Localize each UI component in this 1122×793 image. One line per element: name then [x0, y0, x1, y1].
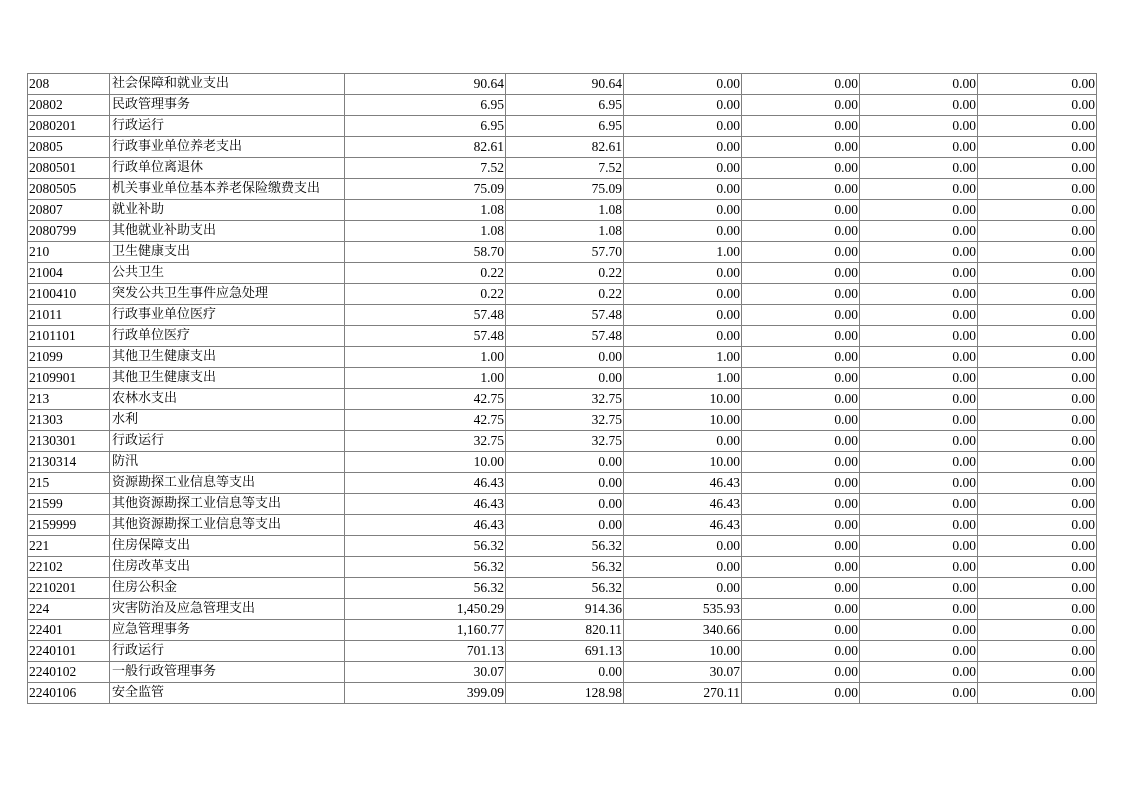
total-cell: 1.08 — [345, 221, 506, 242]
project-expenditure-cell: 0.00 — [624, 326, 742, 347]
subject-name-cell: 住房公积金 — [110, 578, 345, 599]
subject-name-cell: 公共卫生 — [110, 263, 345, 284]
amount-cell: 0.00 — [860, 137, 978, 158]
amount-cell: 0.00 — [860, 305, 978, 326]
amount-cell: 0.00 — [860, 578, 978, 599]
project-expenditure-cell: 1.00 — [624, 347, 742, 368]
amount-cell: 0.00 — [860, 116, 978, 137]
amount-cell: 0.00 — [860, 347, 978, 368]
amount-cell: 0.00 — [978, 557, 1097, 578]
subject-name-cell: 行政运行 — [110, 641, 345, 662]
subject-code-cell: 22401 — [28, 620, 110, 641]
subject-name-cell: 卫生健康支出 — [110, 242, 345, 263]
table-row — [28, 137, 1097, 158]
amount-cell: 0.00 — [978, 326, 1097, 347]
amount-cell: 0.00 — [742, 263, 860, 284]
table-row — [28, 473, 1097, 494]
table-row — [28, 368, 1097, 389]
basic-expenditure-cell: 0.00 — [506, 515, 624, 536]
project-expenditure-cell: 10.00 — [624, 641, 742, 662]
amount-cell: 0.00 — [860, 599, 978, 620]
subject-name-cell: 住房改革支出 — [110, 557, 345, 578]
basic-expenditure-cell: 6.95 — [506, 116, 624, 137]
subject-name-cell: 其他资源勘探工业信息等支出 — [110, 494, 345, 515]
basic-expenditure-cell: 32.75 — [506, 431, 624, 452]
amount-cell: 0.00 — [860, 179, 978, 200]
amount-cell: 0.00 — [978, 284, 1097, 305]
subject-name-cell: 行政单位医疗 — [110, 326, 345, 347]
total-cell: 75.09 — [345, 179, 506, 200]
basic-expenditure-cell: 820.11 — [506, 620, 624, 641]
table-row — [28, 410, 1097, 431]
amount-cell: 0.00 — [742, 137, 860, 158]
amount-cell: 0.00 — [860, 326, 978, 347]
subject-name-cell: 民政管理事务 — [110, 95, 345, 116]
subject-name-cell: 住房保障支出 — [110, 536, 345, 557]
total-cell: 46.43 — [345, 473, 506, 494]
subject-code-cell: 2130301 — [28, 431, 110, 452]
subject-name-cell: 灾害防治及应急管理支出 — [110, 599, 345, 620]
amount-cell: 0.00 — [742, 389, 860, 410]
project-expenditure-cell: 0.00 — [624, 221, 742, 242]
total-cell: 6.95 — [345, 95, 506, 116]
amount-cell: 0.00 — [860, 284, 978, 305]
amount-cell: 0.00 — [860, 368, 978, 389]
total-cell: 57.48 — [345, 326, 506, 347]
basic-expenditure-cell: 57.70 — [506, 242, 624, 263]
amount-cell: 0.00 — [978, 242, 1097, 263]
table-row — [28, 662, 1097, 683]
amount-cell: 0.00 — [978, 494, 1097, 515]
total-cell: 82.61 — [345, 137, 506, 158]
project-expenditure-cell: 30.07 — [624, 662, 742, 683]
amount-cell: 0.00 — [978, 620, 1097, 641]
subject-code-cell: 21011 — [28, 305, 110, 326]
subject-name-cell: 资源勘探工业信息等支出 — [110, 473, 345, 494]
total-cell: 46.43 — [345, 494, 506, 515]
amount-cell: 0.00 — [860, 620, 978, 641]
amount-cell: 0.00 — [742, 95, 860, 116]
project-expenditure-cell: 10.00 — [624, 452, 742, 473]
subject-code-cell: 2080201 — [28, 116, 110, 137]
total-cell: 42.75 — [345, 410, 506, 431]
subject-code-cell: 21303 — [28, 410, 110, 431]
table-body — [28, 74, 1097, 704]
subject-code-cell: 215 — [28, 473, 110, 494]
amount-cell: 0.00 — [860, 263, 978, 284]
amount-cell: 0.00 — [978, 305, 1097, 326]
project-expenditure-cell: 340.66 — [624, 620, 742, 641]
total-cell: 1,160.77 — [345, 620, 506, 641]
basic-expenditure-cell: 57.48 — [506, 305, 624, 326]
total-cell: 1.00 — [345, 368, 506, 389]
amount-cell: 0.00 — [978, 221, 1097, 242]
amount-cell: 0.00 — [978, 599, 1097, 620]
subject-name-cell: 一般行政管理事务 — [110, 662, 345, 683]
total-cell: 399.09 — [345, 683, 506, 704]
amount-cell: 0.00 — [860, 662, 978, 683]
amount-cell: 0.00 — [860, 221, 978, 242]
total-cell: 701.13 — [345, 641, 506, 662]
amount-cell: 0.00 — [860, 431, 978, 452]
table-row — [28, 116, 1097, 137]
amount-cell: 0.00 — [978, 116, 1097, 137]
subject-code-cell: 2109901 — [28, 368, 110, 389]
total-cell: 1.08 — [345, 200, 506, 221]
amount-cell: 0.00 — [860, 200, 978, 221]
project-expenditure-cell: 0.00 — [624, 578, 742, 599]
table-row — [28, 284, 1097, 305]
subject-code-cell: 2101101 — [28, 326, 110, 347]
amount-cell: 0.00 — [742, 368, 860, 389]
basic-expenditure-cell: 0.00 — [506, 494, 624, 515]
project-expenditure-cell: 0.00 — [624, 95, 742, 116]
subject-code-cell: 2159999 — [28, 515, 110, 536]
subject-name-cell: 行政事业单位养老支出 — [110, 137, 345, 158]
amount-cell: 0.00 — [742, 242, 860, 263]
amount-cell: 0.00 — [860, 95, 978, 116]
subject-name-cell: 其他卫生健康支出 — [110, 368, 345, 389]
table-row — [28, 599, 1097, 620]
amount-cell: 0.00 — [742, 326, 860, 347]
amount-cell: 0.00 — [978, 389, 1097, 410]
total-cell: 0.22 — [345, 263, 506, 284]
table-row — [28, 683, 1097, 704]
project-expenditure-cell: 0.00 — [624, 557, 742, 578]
basic-expenditure-cell: 56.32 — [506, 557, 624, 578]
project-expenditure-cell: 0.00 — [624, 179, 742, 200]
amount-cell: 0.00 — [978, 452, 1097, 473]
subject-name-cell: 其他卫生健康支出 — [110, 347, 345, 368]
budget-table — [27, 73, 1097, 704]
project-expenditure-cell: 0.00 — [624, 284, 742, 305]
subject-code-cell: 221 — [28, 536, 110, 557]
subject-name-cell: 农林水支出 — [110, 389, 345, 410]
amount-cell: 0.00 — [742, 305, 860, 326]
amount-cell: 0.00 — [742, 599, 860, 620]
table-row — [28, 347, 1097, 368]
subject-name-cell: 行政运行 — [110, 116, 345, 137]
amount-cell: 0.00 — [978, 473, 1097, 494]
basic-expenditure-cell: 691.13 — [506, 641, 624, 662]
subject-name-cell: 安全监管 — [110, 683, 345, 704]
total-cell: 56.32 — [345, 557, 506, 578]
amount-cell: 0.00 — [860, 389, 978, 410]
amount-cell: 0.00 — [742, 494, 860, 515]
basic-expenditure-cell: 0.00 — [506, 347, 624, 368]
amount-cell: 0.00 — [978, 515, 1097, 536]
amount-cell: 0.00 — [742, 221, 860, 242]
table-row — [28, 221, 1097, 242]
total-cell: 1,450.29 — [345, 599, 506, 620]
table-row — [28, 578, 1097, 599]
amount-cell: 0.00 — [978, 263, 1097, 284]
amount-cell: 0.00 — [742, 473, 860, 494]
subject-code-cell: 2100410 — [28, 284, 110, 305]
subject-name-cell: 机关事业单位基本养老保险缴费支出 — [110, 179, 345, 200]
amount-cell: 0.00 — [978, 662, 1097, 683]
project-expenditure-cell: 0.00 — [624, 116, 742, 137]
amount-cell: 0.00 — [742, 74, 860, 95]
basic-expenditure-cell: 0.22 — [506, 263, 624, 284]
amount-cell: 0.00 — [978, 683, 1097, 704]
basic-expenditure-cell: 1.08 — [506, 200, 624, 221]
total-cell: 56.32 — [345, 578, 506, 599]
subject-code-cell: 2240102 — [28, 662, 110, 683]
subject-name-cell: 就业补助 — [110, 200, 345, 221]
subject-code-cell: 21599 — [28, 494, 110, 515]
table-row — [28, 557, 1097, 578]
basic-expenditure-cell: 914.36 — [506, 599, 624, 620]
table-row — [28, 158, 1097, 179]
amount-cell: 0.00 — [978, 179, 1097, 200]
subject-code-cell: 208 — [28, 74, 110, 95]
table-row — [28, 536, 1097, 557]
basic-expenditure-cell: 0.00 — [506, 368, 624, 389]
subject-code-cell: 213 — [28, 389, 110, 410]
subject-code-cell: 2080501 — [28, 158, 110, 179]
amount-cell: 0.00 — [742, 284, 860, 305]
basic-expenditure-cell: 128.98 — [506, 683, 624, 704]
amount-cell: 0.00 — [742, 662, 860, 683]
project-expenditure-cell: 46.43 — [624, 473, 742, 494]
amount-cell: 0.00 — [742, 431, 860, 452]
table-row — [28, 305, 1097, 326]
total-cell: 90.64 — [345, 74, 506, 95]
project-expenditure-cell: 46.43 — [624, 494, 742, 515]
subject-code-cell: 2240101 — [28, 641, 110, 662]
amount-cell: 0.00 — [860, 452, 978, 473]
amount-cell: 0.00 — [860, 158, 978, 179]
total-cell: 0.22 — [345, 284, 506, 305]
amount-cell: 0.00 — [978, 200, 1097, 221]
amount-cell: 0.00 — [742, 683, 860, 704]
amount-cell: 0.00 — [742, 410, 860, 431]
amount-cell: 0.00 — [978, 137, 1097, 158]
total-cell: 58.70 — [345, 242, 506, 263]
subject-code-cell: 2210201 — [28, 578, 110, 599]
basic-expenditure-cell: 6.95 — [506, 95, 624, 116]
project-expenditure-cell: 0.00 — [624, 74, 742, 95]
amount-cell: 0.00 — [742, 620, 860, 641]
amount-cell: 0.00 — [978, 578, 1097, 599]
basic-expenditure-cell: 0.00 — [506, 473, 624, 494]
subject-name-cell: 水利 — [110, 410, 345, 431]
amount-cell: 0.00 — [978, 536, 1097, 557]
table-row — [28, 452, 1097, 473]
project-expenditure-cell: 10.00 — [624, 410, 742, 431]
amount-cell: 0.00 — [742, 452, 860, 473]
table-row — [28, 200, 1097, 221]
subject-name-cell: 其他就业补助支出 — [110, 221, 345, 242]
amount-cell: 0.00 — [742, 158, 860, 179]
subject-name-cell: 防汛 — [110, 452, 345, 473]
amount-cell: 0.00 — [742, 347, 860, 368]
subject-code-cell: 2130314 — [28, 452, 110, 473]
amount-cell: 0.00 — [742, 515, 860, 536]
project-expenditure-cell: 1.00 — [624, 368, 742, 389]
total-cell: 56.32 — [345, 536, 506, 557]
total-cell: 46.43 — [345, 515, 506, 536]
project-expenditure-cell: 0.00 — [624, 200, 742, 221]
total-cell: 10.00 — [345, 452, 506, 473]
subject-code-cell: 2080505 — [28, 179, 110, 200]
table-row — [28, 431, 1097, 452]
basic-expenditure-cell: 90.64 — [506, 74, 624, 95]
total-cell: 42.75 — [345, 389, 506, 410]
project-expenditure-cell: 0.00 — [624, 263, 742, 284]
subject-name-cell: 应急管理事务 — [110, 620, 345, 641]
amount-cell: 0.00 — [978, 641, 1097, 662]
total-cell: 57.48 — [345, 305, 506, 326]
total-cell: 7.52 — [345, 158, 506, 179]
amount-cell: 0.00 — [860, 242, 978, 263]
amount-cell: 0.00 — [860, 557, 978, 578]
amount-cell: 0.00 — [860, 410, 978, 431]
basic-expenditure-cell: 75.09 — [506, 179, 624, 200]
project-expenditure-cell: 535.93 — [624, 599, 742, 620]
table-row — [28, 641, 1097, 662]
project-expenditure-cell: 0.00 — [624, 536, 742, 557]
subject-code-cell: 2080799 — [28, 221, 110, 242]
amount-cell: 0.00 — [742, 557, 860, 578]
amount-cell: 0.00 — [860, 494, 978, 515]
table-row — [28, 242, 1097, 263]
table-row — [28, 515, 1097, 536]
project-expenditure-cell: 0.00 — [624, 158, 742, 179]
total-cell: 6.95 — [345, 116, 506, 137]
subject-name-cell: 突发公共卫生事件应急处理 — [110, 284, 345, 305]
amount-cell: 0.00 — [742, 179, 860, 200]
amount-cell: 0.00 — [978, 95, 1097, 116]
basic-expenditure-cell: 1.08 — [506, 221, 624, 242]
subject-name-cell: 社会保障和就业支出 — [110, 74, 345, 95]
subject-code-cell: 20807 — [28, 200, 110, 221]
amount-cell: 0.00 — [742, 116, 860, 137]
table-row — [28, 620, 1097, 641]
subject-code-cell: 21004 — [28, 263, 110, 284]
amount-cell: 0.00 — [978, 158, 1097, 179]
amount-cell: 0.00 — [860, 683, 978, 704]
basic-expenditure-cell: 57.48 — [506, 326, 624, 347]
basic-expenditure-cell: 0.00 — [506, 662, 624, 683]
amount-cell: 0.00 — [860, 641, 978, 662]
table-row — [28, 95, 1097, 116]
basic-expenditure-cell: 82.61 — [506, 137, 624, 158]
subject-code-cell: 22102 — [28, 557, 110, 578]
project-expenditure-cell: 46.43 — [624, 515, 742, 536]
subject-code-cell: 20805 — [28, 137, 110, 158]
subject-name-cell: 其他资源勘探工业信息等支出 — [110, 515, 345, 536]
amount-cell: 0.00 — [742, 578, 860, 599]
subject-code-cell: 210 — [28, 242, 110, 263]
amount-cell: 0.00 — [860, 536, 978, 557]
basic-expenditure-cell: 0.00 — [506, 452, 624, 473]
amount-cell: 0.00 — [978, 431, 1097, 452]
subject-name-cell: 行政事业单位医疗 — [110, 305, 345, 326]
basic-expenditure-cell: 7.52 — [506, 158, 624, 179]
amount-cell: 0.00 — [978, 347, 1097, 368]
subject-code-cell: 21099 — [28, 347, 110, 368]
subject-code-cell: 20802 — [28, 95, 110, 116]
total-cell: 1.00 — [345, 347, 506, 368]
amount-cell: 0.00 — [742, 641, 860, 662]
project-expenditure-cell: 0.00 — [624, 431, 742, 452]
table-row — [28, 494, 1097, 515]
amount-cell: 0.00 — [978, 74, 1097, 95]
amount-cell: 0.00 — [742, 536, 860, 557]
project-expenditure-cell: 270.11 — [624, 683, 742, 704]
project-expenditure-cell: 1.00 — [624, 242, 742, 263]
total-cell: 30.07 — [345, 662, 506, 683]
subject-code-cell: 224 — [28, 599, 110, 620]
table-row — [28, 263, 1097, 284]
basic-expenditure-cell: 32.75 — [506, 389, 624, 410]
amount-cell: 0.00 — [742, 200, 860, 221]
basic-expenditure-cell: 0.22 — [506, 284, 624, 305]
table-row — [28, 74, 1097, 95]
amount-cell: 0.00 — [860, 74, 978, 95]
project-expenditure-cell: 0.00 — [624, 137, 742, 158]
total-cell: 32.75 — [345, 431, 506, 452]
subject-name-cell: 行政单位离退休 — [110, 158, 345, 179]
basic-expenditure-cell: 32.75 — [506, 410, 624, 431]
subject-code-cell: 2240106 — [28, 683, 110, 704]
subject-name-cell: 行政运行 — [110, 431, 345, 452]
amount-cell: 0.00 — [978, 368, 1097, 389]
project-expenditure-cell: 0.00 — [624, 305, 742, 326]
basic-expenditure-cell: 56.32 — [506, 536, 624, 557]
table-row — [28, 389, 1097, 410]
basic-expenditure-cell: 56.32 — [506, 578, 624, 599]
project-expenditure-cell: 10.00 — [624, 389, 742, 410]
table-row — [28, 179, 1097, 200]
amount-cell: 0.00 — [978, 410, 1097, 431]
amount-cell: 0.00 — [860, 515, 978, 536]
table-row — [28, 326, 1097, 347]
amount-cell: 0.00 — [860, 473, 978, 494]
